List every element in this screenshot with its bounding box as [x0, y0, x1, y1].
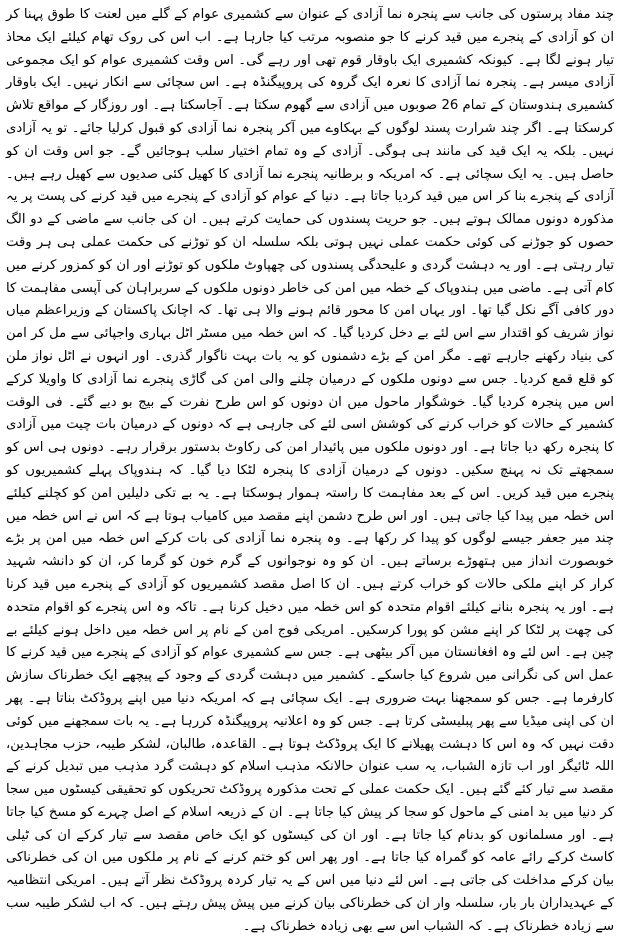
urdu-article	[6, 4, 614, 939]
article-body-paragraph: چند مفاد پرستوں کی جانب سے پنجرہ نما آزادی کے عنوان سے کشمیری عوام کے گلے میں لعنت کا طوق پہنا کر ان کو آزادی کے پنجرے میں قید کرنے کا جو منصوبہ مرتب کیا جارہا ہے۔ اب اس کی روک تھام کیلئے ایک محاذ تیار ہونے لگا ہے۔ کیونکہ کشمیری ایک باوقار قوم تھی اور رہے گی۔ اس وقت کشمیری عوام کو ایک مجموعی آزادی میسر ہے۔ پنجرہ نما آزادی کا نعرہ ایک گروہ کی پروپیگنڈہ ہے۔ اس سچائی سے انکار نہیں۔ ایک باوقار کشمیری ہندوستان کے تمام 26 صوبوں میں آزادی سے گھوم سکتا ہے۔ آجاسکتا ہے۔ اور روزگار کے مواقع تلاش کرسکتا ہے۔ اگر چند شرارت پسند لوگوں کے بہکاوے میں آکر پنجرہ نما آزادی کو قبول کرلیا جائے۔ تو یہ آزادی نہیں۔ بلکہ یہ ایک قید کی مانند ہی ہوگی۔ آزادی کے وہ تمام اختیار سلب ہوجائیں گے۔ جو اس وقت ان کو حاصل ہیں۔ یہ ایک سچائی ہے۔ کہ امریکہ و برطانیہ پنجرے نما آزادی کا کھیل کئی صدیوں سے کھیل رہے ہیں۔ آزادی کے پنجرے بنا کر اس میں قید کردیا جاتا ہے۔ دنیا کے عوام کو آزادی کے پنجرے میں قید کرنے کی پست پر یہ مذکورہ دونوں ممالک ہوتے ہیں۔ جو حریت پسندوں کی حمایت کرتے ہیں۔ ان کی جانب سے ماضی کے دو الگ حصوں کو جوڑنے کی کوئی حکمت عملی نہیں ہوتی بلکہ سلسلہ ان کو توڑنے کی حکمت عملی ہی ہر وقت تیار رہتی ہے۔ اور یہ دہشت گردی و علیحدگی پسندوں کی چھپاوٹ ملکوں کو توڑنے اور ان کو کمزور کرنے میں کام آتی ہے۔ ماضی میں ہندوپاک کے خطہ میں امن کی خاطر دونوں ملکوں کے سربراہان کی آپسی مفاہمت کا دور کافی آگے نکل گیا تھا۔ اور یہاں امن کا محور قائم ہونے والا ہی تھا۔ کہ اچانک پاکستان کے وزیراعظم میاں نواز شریف کو اقتدار سے اس لئے بے دخل کردیا گیا۔ کہ اس خطہ میں مسٹر اٹل بہاری واجپائی سے مل کر امن کی بنیاد رکھنے جارہے تھے۔ مگر امن کے بڑے دشمنوں کو یہ بات بہت ناگوار گذری۔ اور انہوں نے اٹل نواز ملن کو قلع قمع کردیا۔ جس سے دونوں ملکوں کے درمیان چلنے والی امن کی گاڑی پنجرے نما آزادی کا واویلا کرکے اس میں پنجرہ کردیا گیا۔ خوشگوار ماحول میں ان دونوں کو اس طرح نفرت کے بیج بو دیے گئے۔ فی الوقت کشمیر کے حالات کو خراب کرنے کی کوشش اسی لئے کی جارہی ہے کہ دونوں کے درمیان بات چیت میں آزادی کا پنجرہ رکھ دیا جاتا ہے۔ اور دونوں ملکوں میں پائیدار امن کی رکاوٹ بدستور برقرار رہے۔ دونوں ہی اس کو سمجھتے تک نہ پہنچ سکیں۔ دونوں کے درمیان آزادی کا پنجرہ لٹکا دیا گیا۔ کہ ہندوپاک پہلے کشمیریوں کو پنجرے میں قید کریں۔ اس کے بعد مفاہمت کا راستہ ہموار ہوسکتا ہے۔ یہ بے تکی دلیلیں امن کو کچلنے کیلئے اس خطہ میں پیدا کیا جاتی ہیں۔ اور اس طرح دشمن اپنے مقصد میں کامیاب ہوتا ہے کہ اس نے اس خطہ میں چند میر جعفر جیسے لوگوں کو پیدا کر رکھا ہے۔ وہ پنجرہ نما آزادی کی بات کرکے اس خطہ میں امن پر بڑے خوبصورت انداز میں ہتھوڑے برساتے ہیں۔ ان کو وہ نوجوانوں کے گرم خون کو گرما کر، ان کو دانشہ شہید کرار کر اپنے ملکی حالات کو خراب کرتے ہیں۔ ان کا اصل مقصد کشمیریوں کو آزادی کے پنجرے میں قید کرنا ہے۔ اور یہ پنجرہ بنانے کیلئے اقوام متحدہ کو اس خطہ میں دخیل کرنا ہے۔ تاکہ وہ اس پنجرے کو اقوام متحدہ کی چھت پر لٹکا کر اپنے مشن کو پورا کرسکیں۔ امریکی فوج امن کے نام پر اس خطہ میں داخل ہونے کیلئے بے چین ہے۔ اس لئے وہ افغانستان میں آکر بیٹھی ہے۔ جس سے کشمیری عوام کو آزادی کے پنجرے میں قید کرنے کا عمل اس کی نگرانی میں شروع کیا جاسکے۔ کشمیر میں دہشت گردی کے وجود کے پیچھے ایک خطرناک سازش کارفرما ہے۔ جس کو سمجھنا بہت ضروری ہے۔ ایک سچائی ہے کہ امریکہ دنیا میں اپنے پروڈکٹ بناتا ہے۔ پھر ان کی اپنی میڈیا سے پھر پبلیسٹی کرتا ہے۔ جس کو وہ اعلانیہ پروپیگنڈہ کررہا ہے۔ یہ بات سمجھنے میں کوئی دقت نہیں کہ وہ اس کا دہشت پھیلانے کا ایک پروڈکٹ ہوتا ہے۔ القاعدہ، طالبان، لشکر طیبہ، حزب مجاہدین، اللہ ٹائیگر اور اب تازہ الشباب، یہ سب عنوان حالانکہ مذہب اسلام کو دہشت گرد مذہب میں تبدیل کرنے کے مقصد سے تیار کئے گئے ہیں۔ ایک حکمت عملی کے تحت مذکورہ پروڈکٹ تحریکوں کو تحقیقی کیسٹوں میں سجا کر دنیا میں بد امنی کے ماحول کو سجا کر پیش کیا جاتا ہے۔ ان کے ذریعہ اسلام کے اصل چہرے کو مسخ کیا جاتا ہے۔ اور مسلمانوں کو بدنام کیا جاتا ہے۔ اور ان کی کیسٹوں کو ایک خاص مقصد سے تیار کرکے ان کی ٹیلی کاسٹ کرکے رائے عامہ کو گمراہ کیا جاتا ہے۔ اور پھر اس کو ختم کرنے کے نام پر ملکوں میں ان کی خطرناکی بیان کرکے مداخلت کی جاتی ہے۔ اس لئے دنیا میں اس کے یہ تیار کردہ پروڈکٹ نظر آتے ہیں۔ امریکی انتظامیہ کے عہدیداران بار بار، سلسلہ وار ان کی خطرناکی بیان کرنے میں پیش پیش رہتے ہیں۔ کہ اب لشکر طیبہ سب سے زیادہ خطرناک ہے۔ کہ الشباب اس سے بھی زیادہ خطرناک ہے۔	[6, 7, 614, 934]
